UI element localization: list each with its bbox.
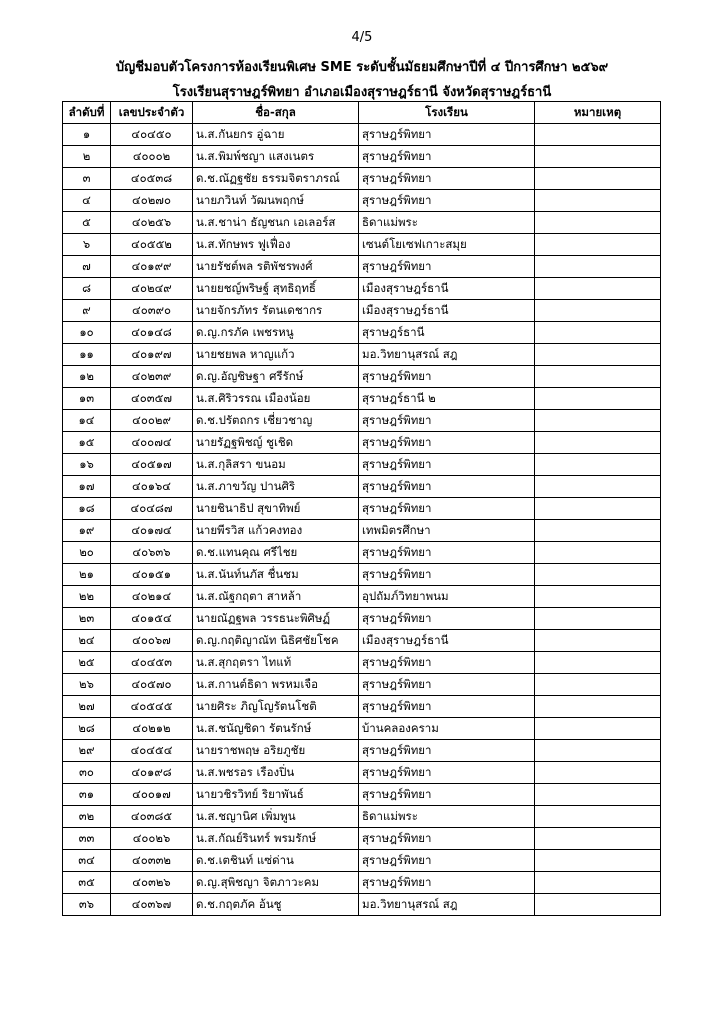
cell-student-id: ๔๐๒๗๐ <box>111 190 193 212</box>
table-row <box>63 696 661 718</box>
cell-remark <box>535 454 661 476</box>
cell-no: ๘ <box>63 278 111 300</box>
cell-student-name: ด.ช.ณัฏฐชัย ธรรมจิตราภรณ์ <box>193 168 359 190</box>
cell-no: ๒๑ <box>63 564 111 586</box>
table-row <box>63 674 661 696</box>
cell-student-id: ๔๐๑๗๔ <box>111 520 193 542</box>
cell-remark <box>535 212 661 234</box>
cell-student-name: นายณัฏฐพล วรรธนะพิศิษฏ์ <box>193 608 359 630</box>
table-header-row <box>63 102 661 124</box>
cell-student-name: ด.ญ.อัญชิษฐา ศรีรักษ์ <box>193 366 359 388</box>
cell-student-name: น.ส.สุกฤตรา ไทแท้ <box>193 652 359 674</box>
cell-school: สุราษฎร์ธานี <box>359 322 535 344</box>
cell-school: เมืองสุราษฎร์ธานี <box>359 300 535 322</box>
cell-remark <box>535 718 661 740</box>
cell-remark <box>535 696 661 718</box>
cell-remark <box>535 366 661 388</box>
cell-remark <box>535 278 661 300</box>
cell-school: สุราษฎร์พิทยา <box>359 146 535 168</box>
cell-school: เมืองสุราษฎร์ธานี <box>359 630 535 652</box>
table-row <box>63 300 661 322</box>
cell-no: ๓๐ <box>63 762 111 784</box>
cell-student-id: ๔๐๑๕๑ <box>111 564 193 586</box>
table-row <box>63 784 661 806</box>
cell-student-id: ๔๐๕๓๘ <box>111 168 193 190</box>
cell-student-name: น.ส.ชญานิศ เพิ่มพูน <box>193 806 359 828</box>
table-row <box>63 498 661 520</box>
cell-student-id: ๔๐๓๖๗ <box>111 894 193 916</box>
table-row <box>63 388 661 410</box>
cell-student-id: ๔๐๒๕๖ <box>111 212 193 234</box>
cell-school: สุราษฎร์พิทยา <box>359 476 535 498</box>
cell-student-name: น.ส.กุลิสรา ขนอม <box>193 454 359 476</box>
cell-student-name: น.ส.กันยกร อู่ฉาย <box>193 124 359 146</box>
header-school: โรงเรียน <box>359 102 535 124</box>
table-row <box>63 410 661 432</box>
table-row <box>63 806 661 828</box>
cell-school: สุราษฎร์พิทยา <box>359 256 535 278</box>
cell-student-name: นายวชิรวิทย์ ริยาพันธ์ <box>193 784 359 806</box>
cell-student-id: ๔๐๕๕๒ <box>111 234 193 256</box>
cell-no: ๙ <box>63 300 111 322</box>
cell-student-name: ด.ช.เตชินท์ แซ่ด่าน <box>193 850 359 872</box>
cell-student-id: ๔๐๕๔๕ <box>111 696 193 718</box>
cell-school: สุราษฎร์พิทยา <box>359 784 535 806</box>
cell-school: สุราษฎร์พิทยา <box>359 762 535 784</box>
cell-school: มอ.วิทยานุสรณ์ สฎ <box>359 894 535 916</box>
table-row <box>63 608 661 630</box>
cell-student-name: นายชินาธิป สุขาทิพย์ <box>193 498 359 520</box>
table-row <box>63 850 661 872</box>
cell-student-id: ๔๐๔๕๔ <box>111 740 193 762</box>
cell-remark <box>535 872 661 894</box>
header-no: ลำดับที่ <box>63 102 111 124</box>
cell-school: สุราษฎร์พิทยา <box>359 498 535 520</box>
cell-school: สุราษฎร์พิทยา <box>359 872 535 894</box>
cell-remark <box>535 344 661 366</box>
cell-remark <box>535 586 661 608</box>
cell-no: ๒๓ <box>63 608 111 630</box>
cell-no: ๑๕ <box>63 432 111 454</box>
cell-no: ๑๒ <box>63 366 111 388</box>
cell-student-id: ๔๐๐๗๔ <box>111 432 193 454</box>
cell-student-id: ๔๐๕๗๐ <box>111 674 193 696</box>
cell-school: บ้านคลองคราม <box>359 718 535 740</box>
table-row <box>63 168 661 190</box>
table-row <box>63 718 661 740</box>
table-row <box>63 454 661 476</box>
cell-remark <box>535 806 661 828</box>
cell-student-id: ๔๐๑๔๘ <box>111 322 193 344</box>
student-roster-table <box>62 101 661 916</box>
cell-school: มอ.วิทยานุสรณ์ สฎ <box>359 344 535 366</box>
cell-school: ธิดาแม่พระ <box>359 806 535 828</box>
cell-school: เมืองสุราษฎร์ธานี <box>359 278 535 300</box>
cell-student-id: ๔๐๓๘๕ <box>111 806 193 828</box>
table-row <box>63 256 661 278</box>
cell-school: อุปถัมภ์วิทยาพนม <box>359 586 535 608</box>
cell-student-name: นายจักรภัทร รัตนเดชากร <box>193 300 359 322</box>
cell-remark <box>535 828 661 850</box>
cell-student-id: ๔๐๓๒๖ <box>111 872 193 894</box>
cell-remark <box>535 498 661 520</box>
cell-remark <box>535 256 661 278</box>
cell-no: ๑๑ <box>63 344 111 366</box>
table-row <box>63 278 661 300</box>
cell-school: สุราษฎร์พิทยา <box>359 850 535 872</box>
cell-remark <box>535 124 661 146</box>
cell-no: ๒๖ <box>63 674 111 696</box>
cell-no: ๔ <box>63 190 111 212</box>
cell-student-name: นายยชญ์พริษฐ์ สุทธิฤทธิ์ <box>193 278 359 300</box>
table-row <box>63 366 661 388</box>
cell-no: ๒๔ <box>63 630 111 652</box>
cell-school: สุราษฎร์พิทยา <box>359 168 535 190</box>
cell-no: ๒๙ <box>63 740 111 762</box>
cell-no: ๓๖ <box>63 894 111 916</box>
cell-student-name: นายชยพล หาญแก้ว <box>193 344 359 366</box>
cell-remark <box>535 608 661 630</box>
table-row <box>63 894 661 916</box>
cell-student-id: ๔๐๒๔๙ <box>111 278 193 300</box>
cell-student-name: น.ส.ณัฐกฤตา สาหล้า <box>193 586 359 608</box>
cell-school: เทพมิตรศึกษา <box>359 520 535 542</box>
cell-student-name: ด.ญ.สุพิชญา จิตภาวะคม <box>193 872 359 894</box>
table-row <box>63 586 661 608</box>
cell-no: ๒๘ <box>63 718 111 740</box>
cell-student-name: ด.ญ.กรภัค เพชรหนู <box>193 322 359 344</box>
cell-student-id: ๔๐๑๙๙ <box>111 256 193 278</box>
cell-school: สุราษฎร์พิทยา <box>359 432 535 454</box>
cell-no: ๓๒ <box>63 806 111 828</box>
table-row <box>63 432 661 454</box>
cell-school: สุราษฎร์พิทยา <box>359 674 535 696</box>
cell-remark <box>535 784 661 806</box>
cell-remark <box>535 894 661 916</box>
table-row <box>63 190 661 212</box>
cell-school: สุราษฎร์พิทยา <box>359 740 535 762</box>
cell-remark <box>535 322 661 344</box>
cell-student-id: ๔๐๑๙๘ <box>111 762 193 784</box>
cell-student-name: น.ส.พชรอร เรืองปิ่น <box>193 762 359 784</box>
cell-student-name: ด.ช.กฤตภัค อ้นชู <box>193 894 359 916</box>
cell-remark <box>535 520 661 542</box>
cell-remark <box>535 190 661 212</box>
cell-remark <box>535 168 661 190</box>
cell-remark <box>535 652 661 674</box>
cell-student-id: ๔๐๒๓๙ <box>111 366 193 388</box>
cell-school: สุราษฎร์พิทยา <box>359 652 535 674</box>
cell-student-name: น.ส.กัณย์รินทร์ พรมรักษ์ <box>193 828 359 850</box>
cell-student-name: ด.ญ.กฤติญาณัท นิธิศชัยโชค <box>193 630 359 652</box>
cell-student-name: น.ส.นันท์นภัส ชื่นชม <box>193 564 359 586</box>
header-id: เลขประจำตัว <box>111 102 193 124</box>
cell-school: สุราษฎร์พิทยา <box>359 564 535 586</box>
header-remark: หมายเหตุ <box>535 102 661 124</box>
cell-remark <box>535 300 661 322</box>
table-row <box>63 146 661 168</box>
cell-school: ธิดาแม่พระ <box>359 212 535 234</box>
table-row <box>63 520 661 542</box>
cell-student-name: น.ส.ชาน่า ธัญชนก เอเลอร์ส <box>193 212 359 234</box>
table-row <box>63 564 661 586</box>
cell-no: ๑๙ <box>63 520 111 542</box>
cell-school: สุราษฎร์พิทยา <box>359 696 535 718</box>
cell-remark <box>535 630 661 652</box>
page-number: 4/5 <box>351 30 373 45</box>
cell-student-id: ๔๐๐๒๖ <box>111 828 193 850</box>
cell-no: ๒๕ <box>63 652 111 674</box>
cell-no: ๒๗ <box>63 696 111 718</box>
cell-student-id: ๔๐๕๑๗ <box>111 454 193 476</box>
cell-student-name: น.ส.ภาขวัญ ปานศิริ <box>193 476 359 498</box>
table-row <box>63 762 661 784</box>
cell-school: สุราษฎร์พิทยา <box>359 124 535 146</box>
table-row <box>63 740 661 762</box>
cell-no: ๒ <box>63 146 111 168</box>
cell-no: ๓ <box>63 168 111 190</box>
cell-student-id: ๔๐๓๓๒ <box>111 850 193 872</box>
table-row <box>63 234 661 256</box>
table-body <box>63 124 661 916</box>
cell-no: ๑ <box>63 124 111 146</box>
cell-school: สุราษฎร์พิทยา <box>359 366 535 388</box>
table-row <box>63 542 661 564</box>
cell-school: สุราษฎร์พิทยา <box>359 190 535 212</box>
cell-student-id: ๔๐๖๓๖ <box>111 542 193 564</box>
cell-student-id: ๔๐๓๙๐ <box>111 300 193 322</box>
cell-student-name: น.ส.ชนัญชิดา รัตนรักษ์ <box>193 718 359 740</box>
cell-student-id: ๔๐๐๐๒ <box>111 146 193 168</box>
cell-student-name: ด.ช.ปรัตถกร เชี่ยวชาญ <box>193 410 359 432</box>
table-row <box>63 652 661 674</box>
header-name: ชื่อ-สกุล <box>193 102 359 124</box>
cell-student-name: นายพีรวิส แก้วคงทอง <box>193 520 359 542</box>
cell-remark <box>535 388 661 410</box>
cell-remark <box>535 146 661 168</box>
cell-student-name: นายรัฏฐพิชญ์ ชูเชิด <box>193 432 359 454</box>
cell-school: สุราษฎร์พิทยา <box>359 542 535 564</box>
cell-student-id: ๔๐๓๕๗ <box>111 388 193 410</box>
cell-remark <box>535 476 661 498</box>
table-row <box>63 322 661 344</box>
table-row <box>63 828 661 850</box>
cell-no: ๑๖ <box>63 454 111 476</box>
cell-student-name: น.ส.กานต์ธิดา พรหมเจือ <box>193 674 359 696</box>
cell-no: ๒๒ <box>63 586 111 608</box>
document-subtitle: โรงเรียนสุราษฎร์พิทยา อำเภอเมืองสุราษฎร์ธานี จังหวัดสุราษฎร์ธานี <box>172 85 552 100</box>
cell-school: สุราษฎร์พิทยา <box>359 828 535 850</box>
cell-no: ๑๗ <box>63 476 111 498</box>
table-row <box>63 630 661 652</box>
cell-no: ๓๔ <box>63 850 111 872</box>
cell-remark <box>535 542 661 564</box>
table-row <box>63 344 661 366</box>
cell-remark <box>535 674 661 696</box>
cell-no: ๑๓ <box>63 388 111 410</box>
cell-student-id: ๔๐๔๘๗ <box>111 498 193 520</box>
cell-remark <box>535 234 661 256</box>
cell-no: ๓๓ <box>63 828 111 850</box>
cell-remark <box>535 410 661 432</box>
cell-no: ๓๑ <box>63 784 111 806</box>
cell-student-id: ๔๐๔๕๓ <box>111 652 193 674</box>
cell-remark <box>535 762 661 784</box>
cell-remark <box>535 564 661 586</box>
cell-no: ๑๐ <box>63 322 111 344</box>
cell-no: ๗ <box>63 256 111 278</box>
cell-no: ๒๐ <box>63 542 111 564</box>
cell-student-id: ๔๐๒๑๒ <box>111 718 193 740</box>
table-row <box>63 212 661 234</box>
cell-school: สุราษฎร์พิทยา <box>359 454 535 476</box>
cell-student-id: ๔๐๐๖๗ <box>111 630 193 652</box>
cell-student-name: ด.ช.แทนคุณ ศรีไชย <box>193 542 359 564</box>
table-row <box>63 476 661 498</box>
cell-student-id: ๔๐๑๕๔ <box>111 608 193 630</box>
cell-student-name: นายรัชต์พล รติพัชรพงศ์ <box>193 256 359 278</box>
cell-student-name: นายราชพฤษ อริยภูชัย <box>193 740 359 762</box>
cell-school: เซนต์โยเซฟเกาะสมุย <box>359 234 535 256</box>
cell-no: ๓๕ <box>63 872 111 894</box>
cell-student-id: ๔๐๐๑๗ <box>111 784 193 806</box>
cell-student-id: ๔๐๑๙๗ <box>111 344 193 366</box>
cell-no: ๕ <box>63 212 111 234</box>
cell-student-id: ๔๐๐๒๙ <box>111 410 193 432</box>
cell-school: สุราษฎร์พิทยา <box>359 608 535 630</box>
cell-student-name: นายภวินท์ วัฒนพฤกษ์ <box>193 190 359 212</box>
table-row <box>63 124 661 146</box>
cell-school: สุราษฎร์พิทยา <box>359 410 535 432</box>
cell-student-name: น.ส.ศิริวรรณ เมืองน้อย <box>193 388 359 410</box>
cell-student-id: ๔๐๑๖๔ <box>111 476 193 498</box>
cell-student-name: น.ส.พิมพ์ชญา แสงเนตร <box>193 146 359 168</box>
cell-student-id: ๔๐๔๕๐ <box>111 124 193 146</box>
cell-student-id: ๔๐๒๑๔ <box>111 586 193 608</box>
table-row <box>63 872 661 894</box>
cell-no: ๑๘ <box>63 498 111 520</box>
document-title: บัญชีมอบตัวโครงการห้องเรียนพิเศษ SME ระดับชั้นมัธยมศึกษาปีที่ ๔ ปีการศึกษา ๒๕๖๙ <box>115 60 609 75</box>
cell-no: ๖ <box>63 234 111 256</box>
cell-remark <box>535 432 661 454</box>
cell-remark <box>535 850 661 872</box>
cell-remark <box>535 740 661 762</box>
cell-school: สุราษฎร์ธานี ๒ <box>359 388 535 410</box>
cell-student-name: น.ส.ทักษพร ฟูเฟื่อง <box>193 234 359 256</box>
cell-student-name: นายศิระ ภิญโญรัตนโชติ <box>193 696 359 718</box>
cell-no: ๑๔ <box>63 410 111 432</box>
